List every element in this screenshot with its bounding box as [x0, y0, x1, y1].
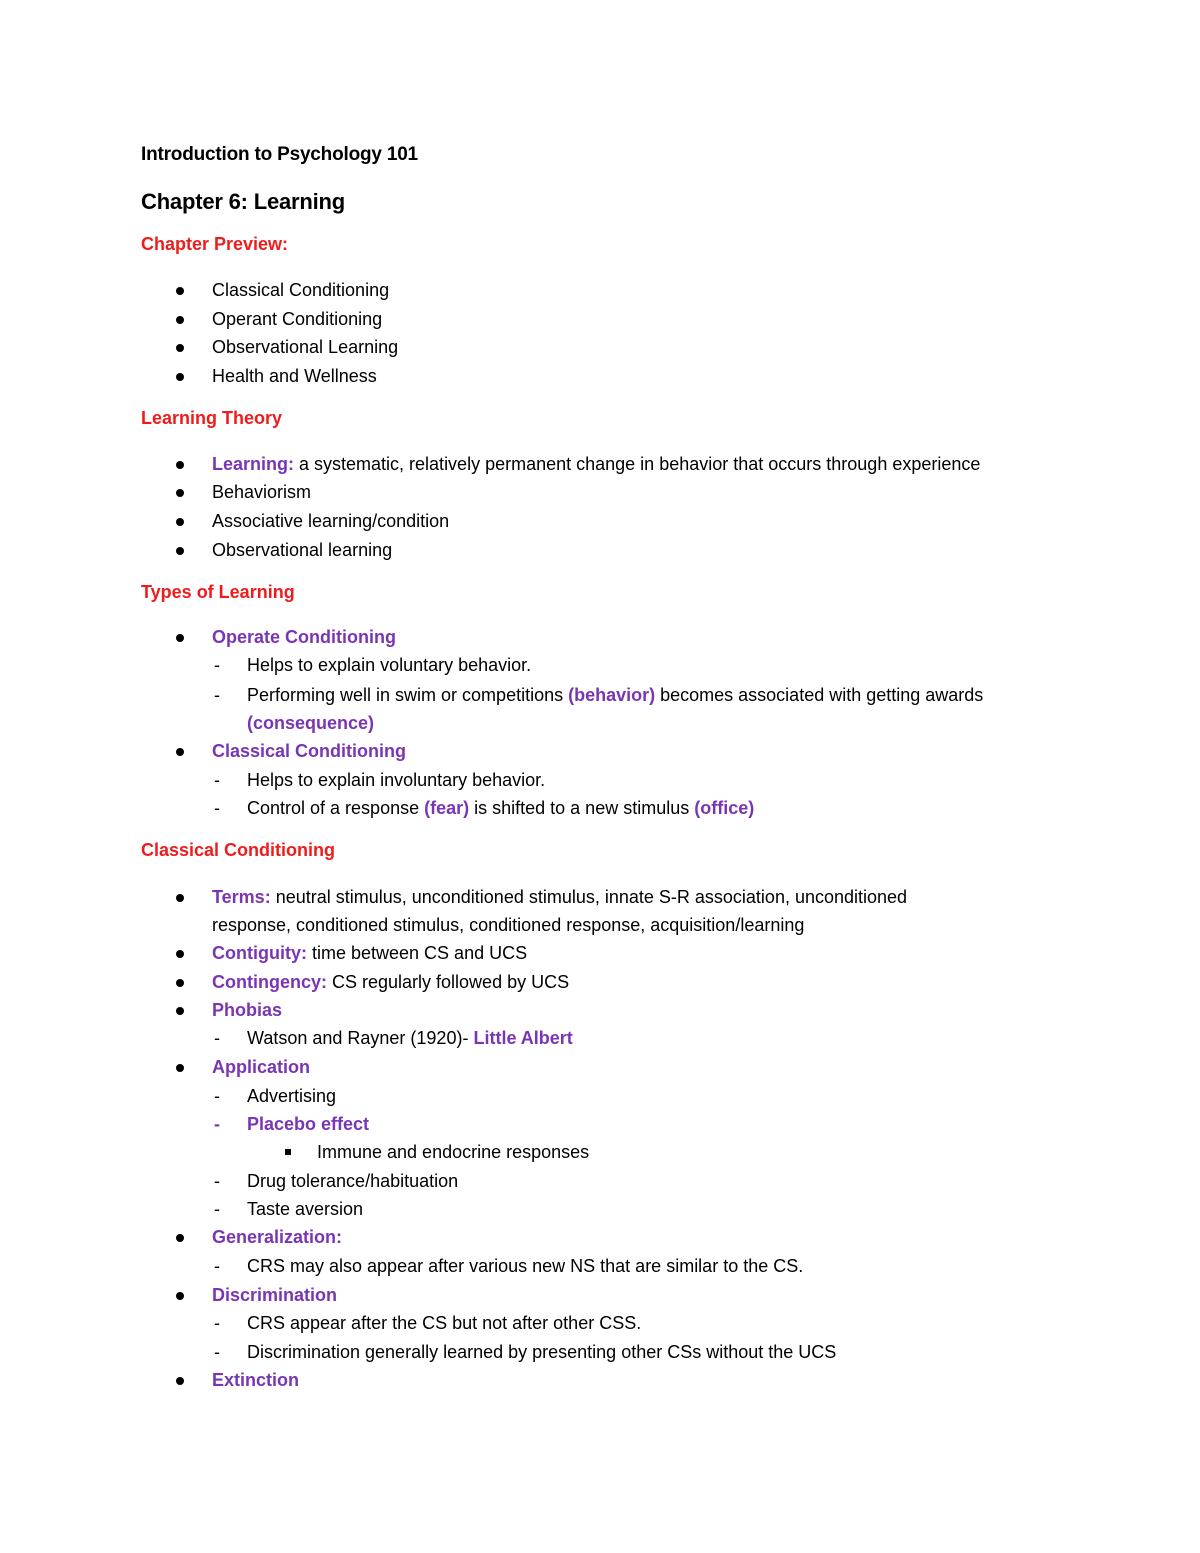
list-item: Classical Conditioning	[212, 737, 406, 765]
term-label: Learning:	[212, 454, 295, 474]
sub-item: - Taste aversion	[247, 1195, 363, 1223]
list-item: Phobias	[212, 996, 282, 1024]
sub-item: - Drug tolerance/habituation	[247, 1167, 458, 1195]
course-title: Introduction to Psychology 101	[141, 144, 418, 165]
term-text: time between CS and UCS	[306, 943, 528, 963]
sub-item: - Helps to explain voluntary behavior.	[247, 651, 531, 679]
sub-item	[247, 794, 754, 822]
preview-heading: Chapter Preview:	[141, 234, 289, 254]
text-run: becomes associated with getting awards	[655, 685, 984, 705]
classical-heading: Classical Conditioning	[141, 840, 336, 860]
term-label: (behavior)	[568, 685, 656, 705]
list-item: Discrimination	[212, 1281, 337, 1309]
types-heading: Types of Learning	[141, 582, 295, 602]
sub-item: - CRS may also appear after various new NS that are similar to the CS.	[247, 1252, 803, 1280]
list-item: Generalization:	[212, 1223, 342, 1251]
list-item: Extinction	[212, 1366, 299, 1394]
list-item	[212, 450, 980, 478]
sub-item	[247, 1024, 573, 1052]
chapter-title: Chapter 6: Learning	[141, 189, 346, 214]
continuation-line: (consequence)	[247, 713, 375, 733]
term-label: (office)	[694, 798, 755, 818]
sub-item	[247, 681, 983, 709]
term-label: (fear)	[424, 798, 470, 818]
learning-theory-heading: Learning Theory	[141, 408, 283, 428]
sub-item: - Placebo effect	[247, 1110, 369, 1138]
list-item: Observational learning	[212, 536, 392, 564]
list-item: Behaviorism	[212, 478, 311, 506]
list-item: Health and Wellness	[212, 362, 377, 390]
list-item	[212, 883, 907, 911]
list-item	[212, 968, 569, 996]
list-item: Application	[212, 1053, 310, 1081]
list-item: Operate Conditioning	[212, 623, 396, 651]
term-label: Terms:	[212, 887, 271, 907]
term-text: neutral stimulus, unconditioned stimulus, innate S-R association, unconditioned	[270, 887, 908, 907]
text-run: Control of a response	[247, 798, 425, 818]
term-label: Contiguity:	[212, 943, 307, 963]
list-item: Associative learning/condition	[212, 507, 449, 535]
text-run: is shifted to a new stimulus	[469, 798, 695, 818]
sub-item: - Helps to explain involuntary behavior.	[247, 766, 545, 794]
sub-item: - Discrimination generally learned by presenting other CSs without the UCS	[247, 1338, 836, 1366]
term-text: CS regularly followed by UCS	[327, 972, 570, 992]
sub-sub-item: Immune and endocrine responses	[317, 1138, 589, 1166]
list-item: Observational Learning	[212, 333, 398, 361]
term-text: a systematic, relatively permanent change in behavior that occurs through experience	[294, 454, 981, 474]
text-run: Watson and Rayner (1920)-	[247, 1028, 474, 1048]
list-item: Operant Conditioning	[212, 305, 382, 333]
continuation-line: response, conditioned stimulus, conditioned response, acquisition/learning	[212, 915, 805, 935]
list-item	[212, 939, 527, 967]
text-run: Performing well in swim or competitions	[247, 685, 569, 705]
term-label: Little Albert	[473, 1028, 573, 1048]
term-label: Contingency:	[212, 972, 327, 992]
sub-item: - CRS appear after the CS but not after other CSS.	[247, 1309, 641, 1337]
list-item: Classical Conditioning	[212, 276, 389, 304]
sub-item: - Advertising	[247, 1082, 336, 1110]
